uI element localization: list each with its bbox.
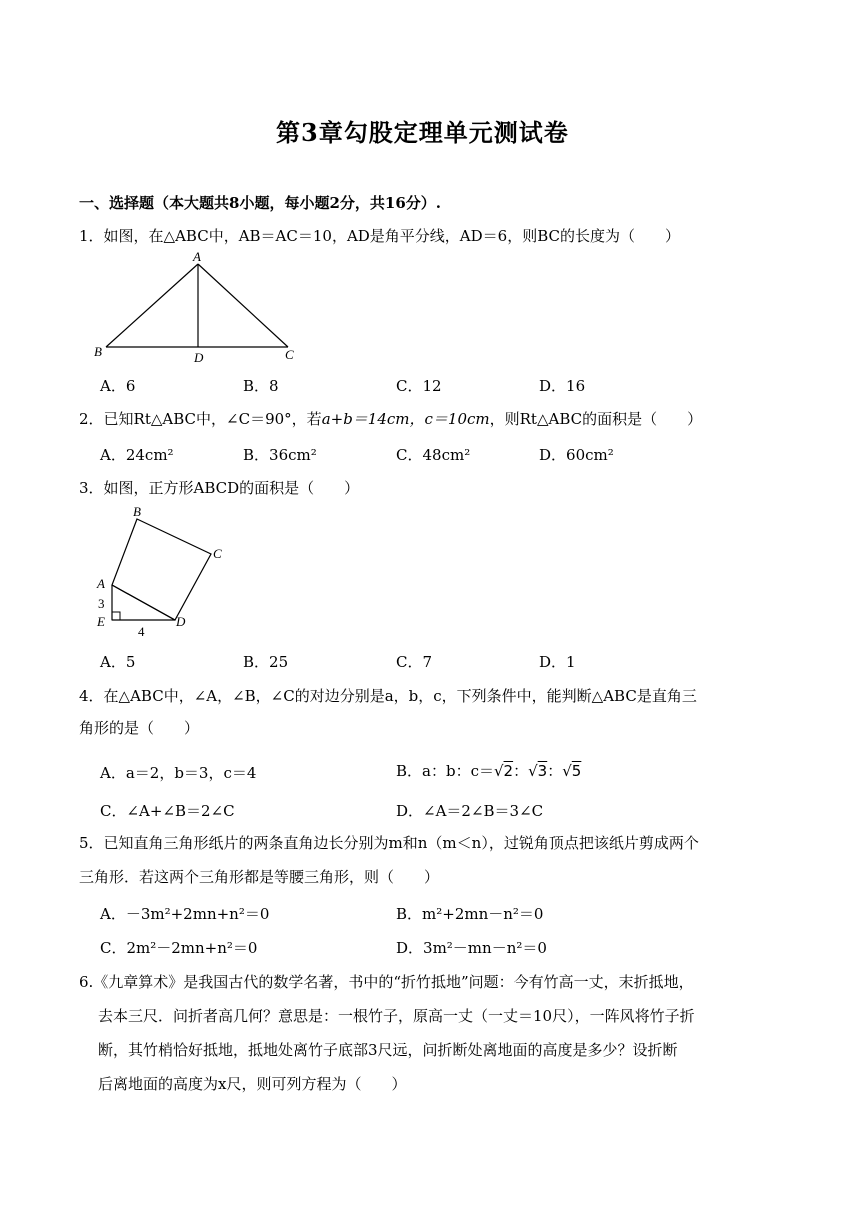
q2-text: ABC — [162, 410, 197, 428]
q2-option-b: B．36cm² — [243, 446, 317, 464]
q3-option-c: C．7 — [396, 653, 433, 671]
q5-option-d: D．3m²－mn－n²＝0 — [396, 939, 547, 957]
square-abcd — [112, 519, 211, 620]
question-6-line-4: 后离地面的高度为x尺，则可列方程为（ ） — [98, 1075, 407, 1093]
section-heading: 一、选择题（本大题共8小题，每小题2分，共16分）. — [79, 194, 441, 212]
segment-ac — [198, 264, 288, 347]
segment-ab — [106, 264, 198, 347]
question-1-figure — [92, 250, 312, 368]
q5-option-a: A．－3m²+2mn+n²＝0 — [100, 905, 270, 923]
q4-option-b-prefix: B．a：b：c＝ — [396, 762, 494, 780]
question-3-figure — [90, 502, 230, 642]
q5-option-c: C．2m²－2mn+n²＝0 — [100, 939, 258, 957]
q4-option-b — [396, 760, 581, 781]
ratio-colon: ： — [513, 762, 529, 780]
label-ed-length: 4 — [138, 624, 145, 639]
q4-option-c: C．∠A+∠B＝2∠C — [100, 802, 235, 820]
question-4-line-1: 4．在△ABC中，∠A，∠B，∠C的对边分别是a，b，c，下列条件中，能判断△ABC是直角三 — [79, 687, 697, 705]
right-angle-mark — [112, 612, 120, 620]
q1-option-d: D．16 — [539, 377, 586, 395]
q5-option-b: B．m²+2mn－n²＝0 — [396, 905, 544, 923]
question-1-stem: 1．如图，在△ABC中，AB＝AC＝10，AD是角平分线，AD＝6，则BC的长度为（ ） — [79, 227, 680, 245]
q4-option-a: A．a＝2，b＝3，c＝4 — [100, 764, 257, 782]
sqrt-symbol: √ — [562, 762, 572, 780]
question-6-line-3: 断，其竹梢恰好抵地，抵地处离竹子底部3尺远，问折断处离地面的高度是多少？设折断 — [98, 1041, 678, 1059]
question-6-line-2: 去本三尺．问折者高几何？意思是：一根竹子，原高一丈（一丈＝10尺），一阵风将竹子折 — [98, 1007, 695, 1025]
question-3-stem: 3．如图，正方形ABCD的面积是（ ） — [79, 479, 360, 497]
q2-text: ，则Rt△ABC的面积是（ ） — [489, 410, 703, 428]
sqrt-symbol: √ — [493, 762, 504, 780]
label-a: A — [193, 250, 201, 264]
question-6-line-1: 6.《九章算术》是我国古代的数学名著，书中的“折竹抵地”问题：今有竹高一丈，末折抵地， — [79, 973, 694, 991]
label-d: D — [176, 614, 186, 629]
q3-option-a: A．5 — [100, 653, 136, 671]
question-2-stem — [79, 409, 702, 429]
q2-option-a: A．24cm² — [100, 446, 174, 464]
q2-condition: a+b＝14cm，c＝10cm — [321, 410, 490, 428]
radicand-3: 3 — [537, 762, 548, 780]
label-ae-length: 3 — [98, 596, 105, 611]
ratio-colon: ： — [547, 762, 563, 780]
radicand-2: 2 — [503, 762, 514, 780]
question-5-line-2: 三角形．若这两个三角形都是等腰三角形，则（ ） — [79, 868, 440, 886]
page-title: 第3章勾股定理单元测试卷 — [276, 118, 569, 147]
q2-option-c: C．48cm² — [396, 446, 471, 464]
q4-option-d: D．∠A＝2∠B＝3∠C — [396, 802, 544, 820]
q3-option-b: B．25 — [243, 653, 289, 671]
q1-option-b: B．8 — [243, 377, 279, 395]
q2-text: 中，∠ — [196, 410, 239, 428]
label-b: B — [94, 344, 102, 359]
label-e: E — [97, 614, 105, 629]
q2-option-d: D．60cm² — [539, 446, 614, 464]
q2-text: C — [238, 410, 251, 428]
q1-option-a: A．6 — [100, 377, 136, 395]
question-4-line-2: 角形的是（ ） — [79, 719, 200, 737]
q2-text: 2．已知Rt△ — [79, 410, 163, 428]
q2-text: ＝90°，若 — [250, 410, 322, 428]
segment-ad — [112, 585, 175, 620]
label-c: C — [285, 347, 294, 362]
q1-option-c: C．12 — [396, 377, 442, 395]
label-b: B — [133, 504, 141, 519]
label-d: D — [194, 350, 204, 365]
q3-option-d: D．1 — [539, 653, 576, 671]
question-5-line-1: 5．已知直角三角形纸片的两条直角边长分别为m和n（m＜n），过锐角顶点把该纸片剪成两个 — [79, 834, 699, 852]
radicand-5: 5 — [571, 762, 582, 780]
label-a: A — [97, 576, 105, 591]
label-c: C — [213, 546, 222, 561]
sqrt-symbol: √ — [528, 762, 538, 780]
